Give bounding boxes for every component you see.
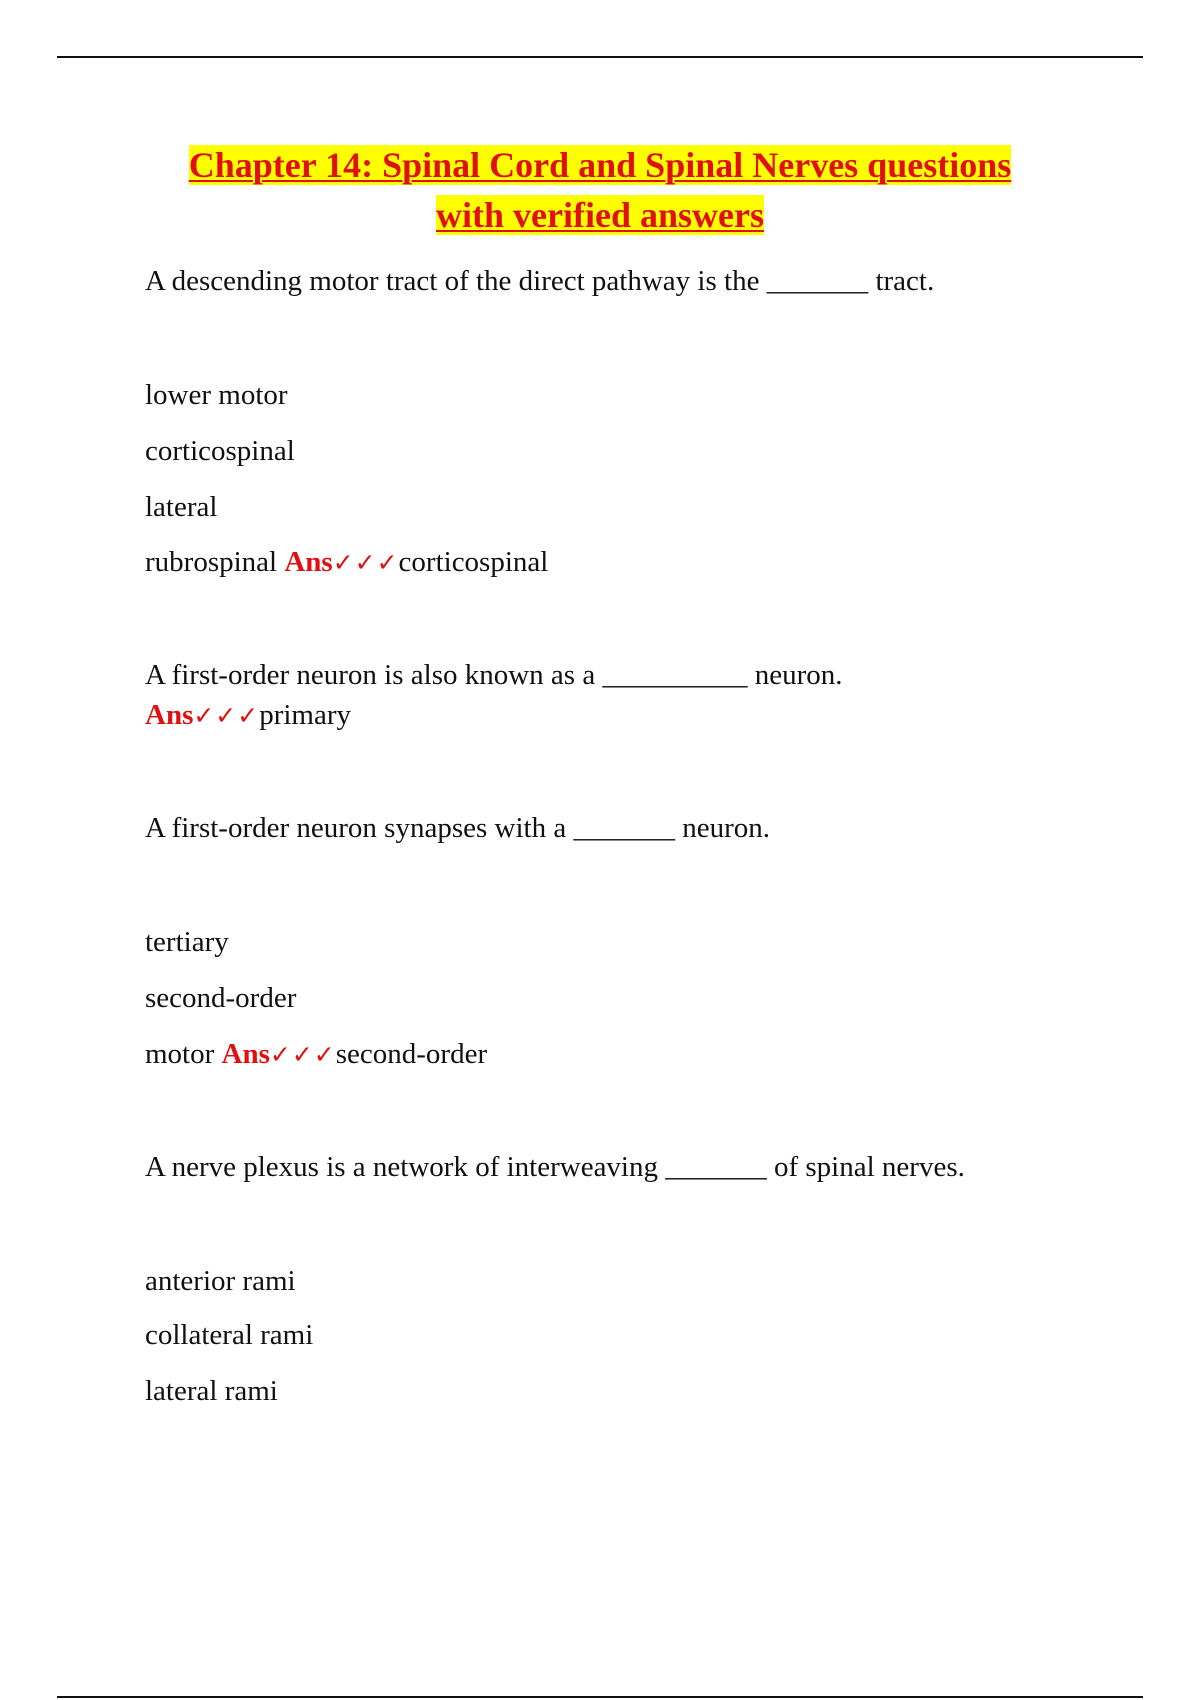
- option-item: corticospinal: [145, 435, 295, 467]
- answer-line: [145, 697, 351, 734]
- option-item: lower motor: [145, 379, 288, 411]
- bottom-rule: [57, 1696, 1143, 1698]
- option-item: tertiary: [145, 926, 229, 958]
- page-title: [100, 140, 1100, 240]
- answer-value: second-order: [335, 1038, 488, 1070]
- option-item: lateral rami: [145, 1375, 278, 1407]
- question-text: A first-order neuron is also known as a __________ neuron.: [145, 659, 843, 691]
- question-text: A descending motor tract of the direct pathway is the _______ tract.: [145, 265, 935, 297]
- option-item: anterior rami: [145, 1265, 296, 1297]
- answer-value: primary: [259, 699, 352, 731]
- top-rule: [57, 56, 1143, 58]
- answer-line: [145, 544, 548, 581]
- checkmark-icon: ✓✓✓: [269, 1040, 336, 1069]
- answer-label: Ans: [145, 699, 194, 731]
- answer-label: Ans: [221, 1038, 270, 1070]
- answer-line: [145, 1036, 487, 1073]
- option-item: motor: [145, 1038, 215, 1070]
- question-text: A nerve plexus is a network of interweaving _______ of spinal nerves.: [145, 1151, 965, 1183]
- option-item: lateral: [145, 491, 218, 523]
- answer-value: corticospinal: [398, 546, 549, 578]
- checkmark-icon: ✓✓✓: [193, 701, 260, 730]
- answer-label: Ans: [284, 546, 333, 578]
- option-item: collateral rami: [145, 1319, 314, 1351]
- title-line-1: Chapter 14: Spinal Cord and Spinal Nerves questions: [188, 145, 1012, 185]
- question-text: A first-order neuron synapses with a _______ neuron.: [145, 812, 770, 844]
- option-item: second-order: [145, 982, 297, 1014]
- title-line-2: with verified answers: [436, 195, 764, 235]
- option-item: rubrospinal: [145, 546, 278, 578]
- checkmark-icon: ✓✓✓: [332, 548, 399, 577]
